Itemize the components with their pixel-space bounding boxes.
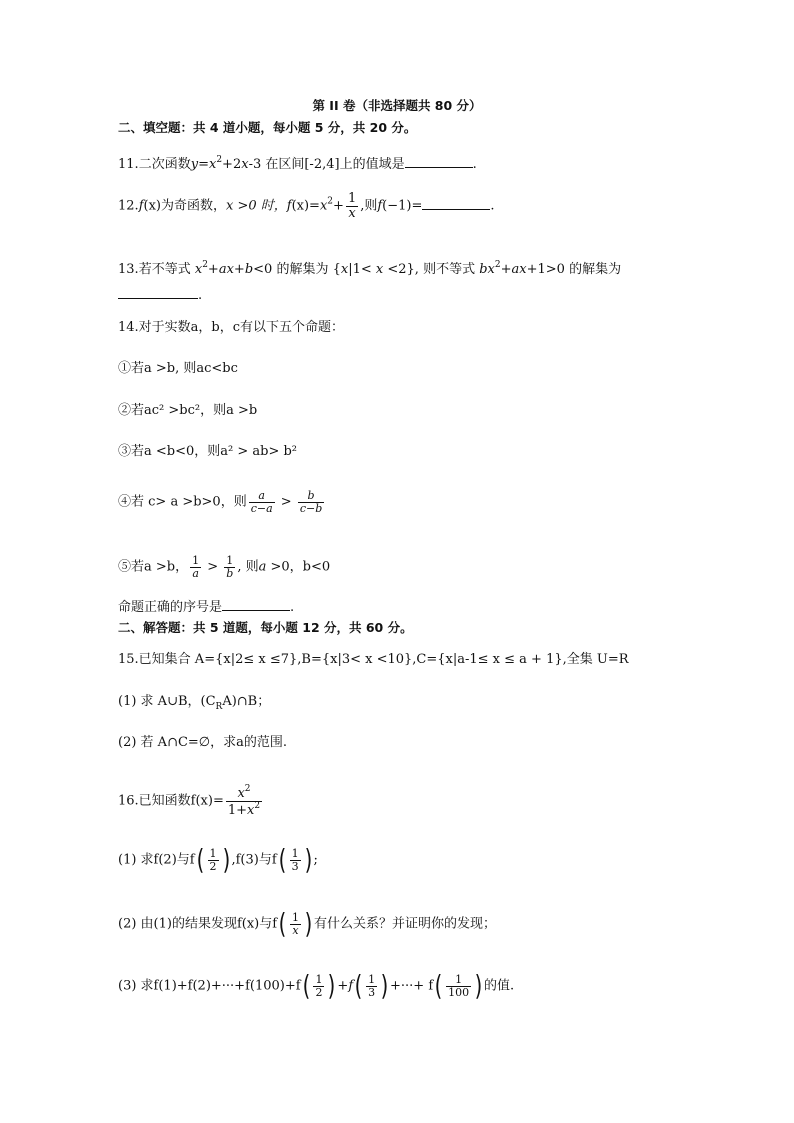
fraction: $\frac{b}{c-b}$ <box>299 489 323 515</box>
question-16: 16.已知函数f(x)= $\frac{x^2}{1+x^2}$ <box>118 784 261 818</box>
answer-blank[interactable] <box>422 197 490 210</box>
question-15: 15.已知集合 A={x|2≤ x ≤7},B={x|3< x <10},C={x|a-1≤ x ≤ a + 1},全集 U=R <box>118 652 629 667</box>
q14-item-1: ①若a >b, 则ac<bc <box>118 361 238 376</box>
fraction: $\frac{1}{2}$ <box>209 846 217 873</box>
question-15-part-1: (1) 求 A∪B，$(C_RA)\cap B$； <box>118 694 271 712</box>
q14-item-3: ③若a <b<0，则a² > ab> b² <box>118 444 298 459</box>
answer-blank[interactable] <box>118 286 198 299</box>
q14-item-5: ⑤若a >b， $\frac{1}{a}$ > $\frac{1}{b}$ , 则a >0，b<0 <box>118 554 331 580</box>
question-13-blank-line: . <box>118 286 202 305</box>
fraction: $\frac{1}{x}$ <box>292 910 299 937</box>
fraction: $\frac{1}{3}$ <box>368 972 376 999</box>
question-16-part-2: (2) 由(1)的结果发现f(x)与f( $\frac{1}{x}$ ) 有什么关系？并证明你的发现； <box>118 907 496 940</box>
fraction: $\frac{1}{3}$ <box>291 846 299 873</box>
answer-blank[interactable] <box>405 155 473 168</box>
fraction: $\frac{1}{b}$ <box>226 554 234 580</box>
fraction: $\frac{1}{100}$ <box>448 972 470 999</box>
question-12: 12.f(x)为奇函数，x >0 时，$f(x)=x^2+$ $\frac{1}{x}$ ,则f(−1)= . <box>118 191 495 221</box>
answer-blank[interactable] <box>222 598 290 611</box>
question-16-part-3: (3) 求f(1)+f(2)+···+f(100)+f( $\frac{1}{2}$ ) +f( $\frac{1}{3}$ ) +···+ f( $\frac{1}{100}$ ) 的值. <box>118 969 515 1002</box>
question-16-part-1: (1) 求f(2)与f( $\frac{1}{2}$ ) ,f(3)与f( $\frac{1}{3}$ ) ; <box>118 843 318 876</box>
fraction: $\frac{1}{2}$ <box>315 972 323 999</box>
section-header-fill-in: 二、填空题：共 4 道小题，每小题 5 分，共 20 分。 <box>118 120 417 135</box>
question-13: 13.若不等式 $x^2+ax+b<0$ 的解集为 {x|1< x <2}, 则不等式 $bx^2+ax+1>0$ 的解集为 <box>118 260 622 277</box>
fraction: $\frac{1}{a}$ <box>192 554 200 580</box>
q14-answer: 命题正确的序号是 . <box>118 600 295 615</box>
section-header-answer: 二、解答题：共 5 道题，每小题 12 分，共 60 分。 <box>118 620 413 635</box>
fraction: $\frac{x^2}{1+x^2}$ <box>227 784 261 818</box>
question-14-intro: 14.对于实数a，b，c有以下五个命题： <box>118 320 345 335</box>
fraction: $\frac{1}{x}$ <box>347 191 357 221</box>
question-11: 11.二次函数$y=x^2+2x-3$ 在区间[-2,4]上的值域是 . <box>118 155 477 172</box>
page-title: 第 II 卷（非选择题共 80 分） <box>312 98 482 113</box>
fraction: $\frac{a}{c-a}$ <box>250 489 273 515</box>
question-15-part-2: (2) 若 A∩C=∅，求a的范围. <box>118 735 288 750</box>
q14-item-4: ④若 c> a >b>0，则 $\frac{a}{c-a}$ > $\frac{b}{c-b}$ <box>118 489 323 515</box>
q14-item-2: ②若ac² >bc²，则a >b <box>118 403 258 418</box>
